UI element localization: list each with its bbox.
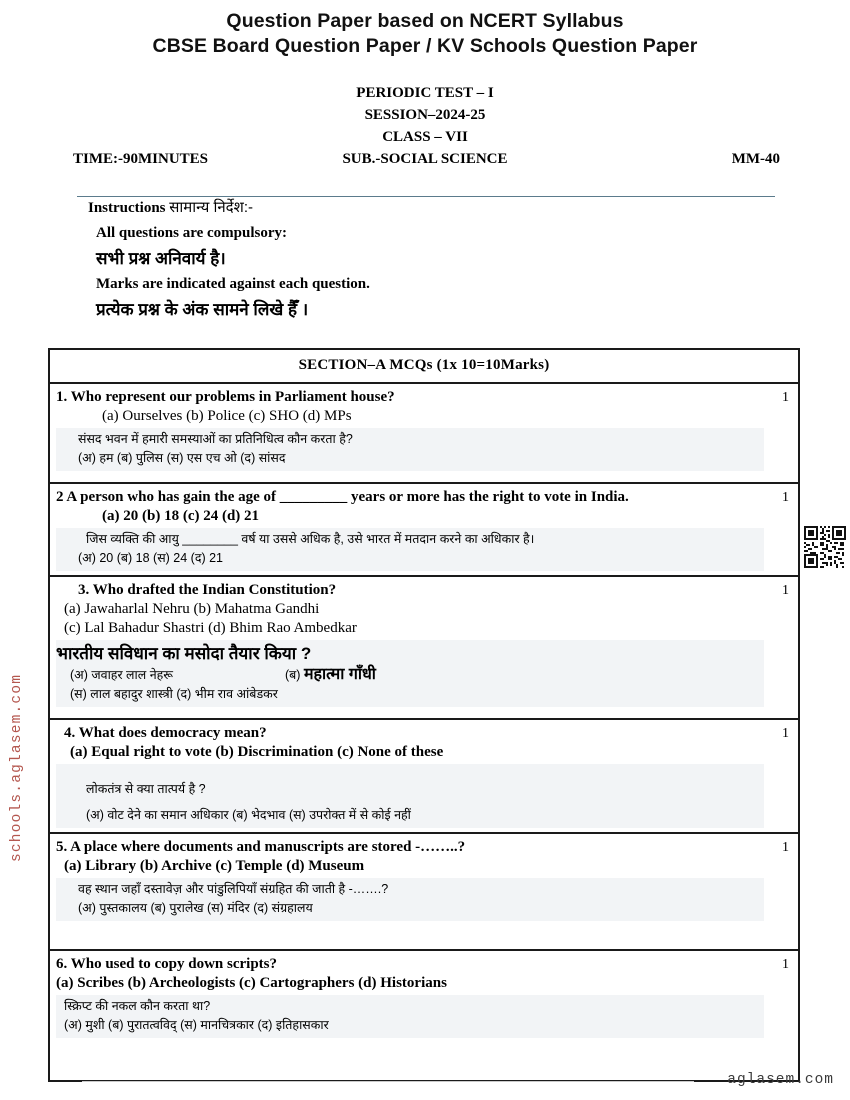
instruction-hi-2: प्रत्येक प्रश्न के अंक सामने लिखे हैँ । [96,300,309,319]
instruction-hi-1: सभी प्रश्न अनिवार्य है। [96,249,226,268]
footer-divider [82,1081,694,1082]
question-text-hi: स्क्रिप्ट की नकल कौन करता था? [64,999,211,1013]
footer-watermark: aglasem.com [727,1072,834,1088]
question-text-hi: वह स्थान जहाँ दस्तावेज़ और पांडुलिपियाँ संग्रहित की जाती है -…….? [78,882,389,896]
header-divider [77,196,775,197]
hindi-band [56,764,764,828]
instruction-en-1: All questions are compulsory: [96,225,287,241]
question-text-en: 1. Who represent our problems in Parliament house? [56,389,395,405]
max-marks: MM-40 [731,151,780,167]
question-options-hi: (अ) वोट देने का समान अधिकार (ब) भेदभाव (स) उपरोक्त में से कोई नहीं [86,808,411,822]
qr-code[interactable] [802,524,848,570]
test-name: PERIODIC TEST – I [356,85,494,101]
question-marks: 1 [782,957,789,972]
option-hi-a: (अ) जवाहर लाल नेहरू [70,668,173,682]
question-marks: 1 [782,726,789,741]
time-allowed: TIME:-90MINUTES [73,151,209,167]
question-options-hi-line1 [56,665,764,685]
hindi-band [56,428,764,471]
hindi-band [56,640,764,707]
masthead [0,0,850,59]
masthead-line-1: Question Paper based on NCERT Syllabus [226,10,624,32]
question-options-en-line1: (a) Jawaharlal Nehru (b) Mahatma Gandhi [64,601,320,617]
question-marks: 1 [782,390,789,405]
section-a-header: SECTION–A MCQs (1x 10=10Marks) [50,350,798,384]
question-row [50,384,798,484]
option-hi-b-value: महात्मा गाँधी [303,666,376,683]
row-spacer [56,707,764,714]
instructions-heading [88,199,728,217]
question-marks: 1 [782,840,789,855]
question-marks: 1 [782,490,789,505]
question-text-hi: भारतीय सविधान का मसोदा तैयार किया ? [56,644,312,663]
session: SESSION–2024-25 [364,107,486,123]
question-options-hi: (अ) मुशी (ब) पुरातत्वविद् (स) मानचित्रकार (द) इतिहासकार [64,1018,329,1032]
question-row [50,484,798,577]
question-options-en-line2: (c) Lal Bahadur Shastri (d) Bhim Rao Ambedkar [64,620,357,636]
question-options-en: (a) 20 (b) 18 (c) 24 (d) 21 [102,508,260,524]
question-options-hi-line2: (स) लाल बहादुर शास्त्री (द) भीम राव आंबेडकर [70,687,278,701]
class: CLASS – VII [382,129,468,145]
question-text-en: 2 A person who has gain the age of _________ years or more has the right to vote in India. [56,489,629,505]
question-options-hi: (अ) हम (ब) पुलिस (स) एस एच ओ (द) सांसद [78,451,286,465]
row-spacer [56,1062,764,1076]
question-row [50,577,798,720]
question-text-hi: जिस व्यक्ति की आयु ________ वर्ष या उससे अधिक है, उसे भारत में मतदान करने का अधिकार है। [86,532,535,546]
side-watermark: schools.aglasem.com [9,673,25,862]
question-row [50,720,798,834]
instruction-en-2: Marks are indicated against each question. [96,276,370,292]
question-options-hi: (अ) पुस्तकालय (ब) पुरालेख (स) मंदिर (द) संग्रहालय [78,901,313,915]
question-text-en: 4. What does democracy mean? [64,725,267,741]
subject: SUB.-SOCIAL SCIENCE [342,151,508,167]
band-spacer [56,799,764,806]
hindi-band [56,528,764,571]
question-text-en: 3. Who drafted the Indian Constitution? [78,582,337,598]
question-text-hi: लोकतंत्र से क्या तात्पर्य है ? [86,782,206,796]
question-options-en: (a) Ourselves (b) Police (c) SHO (d) MPs [102,408,352,424]
masthead-line-2: CBSE Board Question Paper / KV Schools Question Paper [152,35,698,57]
hindi-band [56,995,764,1038]
question-options-en: (a) Scribes (b) Archeologists (c) Cartographers (d) Historians [56,975,447,991]
question-row [50,951,798,1080]
instructions-block [88,199,728,327]
band-spacer [56,766,764,780]
question-text-en: 5. A place where documents and manuscripts are stored -……..? [56,839,466,855]
question-options-hi: (अ) 20 (ब) 18 (स) 24 (द) 21 [78,551,224,565]
question-table [48,348,800,1082]
exam-meta-row [0,148,850,170]
question-marks: 1 [782,583,789,598]
question-options-en: (a) Library (b) Archive (c) Temple (d) Museum [64,858,365,874]
option-hi-b-label: (ब) [285,668,301,682]
hindi-band [56,878,764,921]
row-spacer [56,471,764,478]
question-text-hi: संसद भवन में हमारी समस्याओं का प्रतिनिधित्व कौन करता है? [78,432,353,446]
instructions-heading-hi: सामान्य निर्देश:- [169,199,253,216]
question-options-en: (a) Equal right to vote (b) Discrimination (c) None of these [70,744,444,760]
question-text-en: 6. Who used to copy down scripts? [56,956,278,972]
row-spacer [56,921,764,945]
instructions-heading-en: Instructions [88,200,170,216]
row-spacer [56,1038,764,1062]
exam-meta-block [0,82,850,170]
question-row [50,834,798,951]
